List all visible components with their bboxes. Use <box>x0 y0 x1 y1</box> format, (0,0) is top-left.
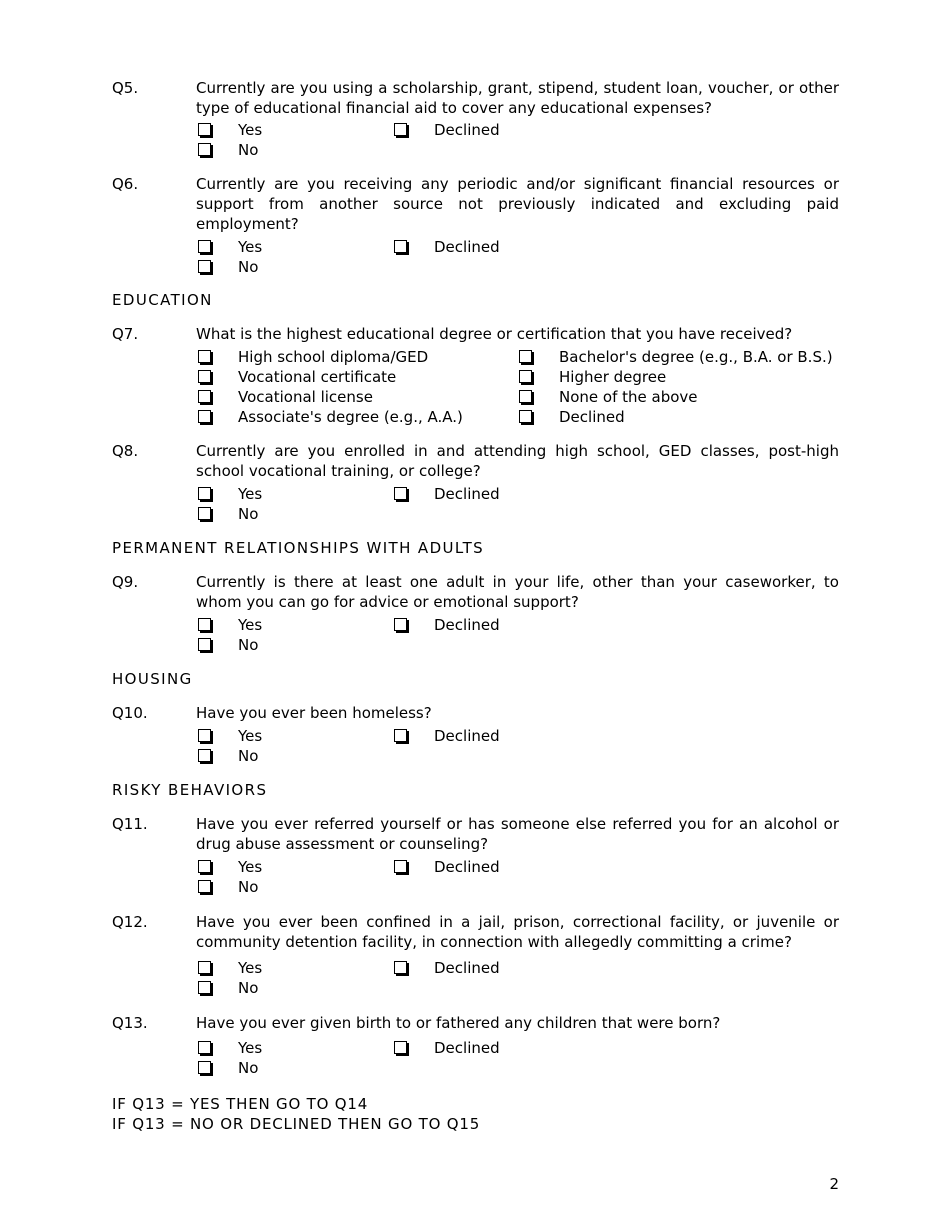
checkbox-icon[interactable] <box>198 961 211 974</box>
question-q6 <box>112 174 839 277</box>
checkbox-icon[interactable] <box>394 729 407 742</box>
answer-options <box>196 1038 839 1078</box>
questionnaire-page <box>112 78 839 1134</box>
option-bachelors[interactable] <box>517 347 833 367</box>
option-declined[interactable] <box>392 484 592 504</box>
option-label: Vocational license <box>238 388 373 406</box>
option-label: No <box>238 258 259 276</box>
option-label: Yes <box>238 616 263 634</box>
answer-options <box>196 347 839 427</box>
answer-options <box>196 857 839 897</box>
option-label: Declined <box>434 616 500 634</box>
question-number: Q5. <box>112 79 139 97</box>
question-text: What is the highest educational degree or certification that you have received? <box>196 325 793 343</box>
option-label: Declined <box>434 1039 500 1057</box>
question-number: Q12. <box>112 913 148 931</box>
checkbox-icon[interactable] <box>198 981 211 994</box>
option-label: No <box>238 636 259 654</box>
option-label: Declined <box>434 959 500 977</box>
question-number: Q6. <box>112 175 139 193</box>
option-label: Declined <box>434 238 500 256</box>
option-no[interactable] <box>196 504 392 524</box>
option-label: No <box>238 878 259 896</box>
section-heading-relationships: PERMANENT RELATIONSHIPS WITH ADULTS <box>112 539 485 557</box>
question-number: Q8. <box>112 442 139 460</box>
checkbox-icon[interactable] <box>198 729 211 742</box>
checkbox-icon[interactable] <box>394 1041 407 1054</box>
option-label: Associate's degree (e.g., A.A.) <box>238 408 463 426</box>
question-q5 <box>112 78 839 160</box>
question-text: Currently are you receiving any periodic and/or significant financial resources or support from another source not previously indicated and excluding paid employment? <box>196 175 839 233</box>
option-no[interactable] <box>196 257 392 277</box>
option-declined[interactable] <box>392 615 592 635</box>
checkbox-icon[interactable] <box>198 143 211 156</box>
option-higher-degree[interactable] <box>517 367 817 387</box>
option-yes[interactable] <box>196 726 392 746</box>
option-label: No <box>238 979 259 997</box>
option-yes[interactable] <box>196 958 392 978</box>
option-label: Yes <box>238 485 263 503</box>
option-yes[interactable] <box>196 484 392 504</box>
option-declined[interactable] <box>392 120 592 140</box>
question-q8 <box>112 441 839 524</box>
option-no[interactable] <box>196 140 392 160</box>
page-number: 2 <box>829 1175 839 1193</box>
checkbox-icon[interactable] <box>394 860 407 873</box>
option-none[interactable] <box>517 387 817 407</box>
option-declined[interactable] <box>392 726 592 746</box>
answer-options <box>196 958 839 998</box>
question-q10 <box>112 703 839 766</box>
question-number: Q11. <box>112 815 148 833</box>
question-text: Currently are you enrolled in and attending high school, GED classes, post-high school vocational training, or college? <box>196 442 839 480</box>
checkbox-icon[interactable] <box>198 638 211 651</box>
option-label: Yes <box>238 858 263 876</box>
option-label: Declined <box>434 485 500 503</box>
question-q12 <box>112 912 839 998</box>
option-high-school[interactable] <box>196 347 517 367</box>
option-label: Bachelor's degree (e.g., B.A. or B.S.) <box>559 348 833 366</box>
option-label: Yes <box>238 959 263 977</box>
answer-options <box>196 726 839 766</box>
checkbox-icon[interactable] <box>198 123 211 136</box>
checkbox-icon[interactable] <box>198 260 211 273</box>
option-label: Vocational certificate <box>238 368 397 386</box>
checkbox-icon[interactable] <box>198 390 211 403</box>
checkbox-icon[interactable] <box>198 618 211 631</box>
checkbox-icon[interactable] <box>394 961 407 974</box>
option-no[interactable] <box>196 877 392 897</box>
question-number: Q7. <box>112 325 139 343</box>
checkbox-icon[interactable] <box>198 350 211 363</box>
checkbox-icon[interactable] <box>519 350 532 363</box>
checkbox-icon[interactable] <box>394 240 407 253</box>
option-label: No <box>238 505 259 523</box>
option-vocational-license[interactable] <box>196 387 517 407</box>
option-label: Declined <box>434 727 500 745</box>
checkbox-icon[interactable] <box>198 240 211 253</box>
checkbox-icon[interactable] <box>394 123 407 136</box>
option-no[interactable] <box>196 746 392 766</box>
question-text: Have you ever referred yourself or has someone else referred you for an alcohol or drug abuse assessment or counseling? <box>196 815 839 853</box>
option-yes[interactable] <box>196 615 392 635</box>
checkbox-icon[interactable] <box>519 370 532 383</box>
option-declined[interactable] <box>517 407 817 427</box>
question-number: Q9. <box>112 573 139 591</box>
checkbox-icon[interactable] <box>198 880 211 893</box>
option-declined[interactable] <box>392 1038 592 1058</box>
question-q7 <box>112 324 839 427</box>
option-yes[interactable] <box>196 237 392 257</box>
question-text: Have you ever given birth to or fathered any children that were born? <box>196 1014 721 1032</box>
checkbox-icon[interactable] <box>198 487 211 500</box>
checkbox-icon[interactable] <box>519 410 532 423</box>
option-label: None of the above <box>559 388 698 406</box>
option-declined[interactable] <box>392 958 592 978</box>
question-q13 <box>112 1013 839 1078</box>
option-yes[interactable] <box>196 857 392 877</box>
checkbox-icon[interactable] <box>394 618 407 631</box>
checkbox-icon[interactable] <box>198 749 211 762</box>
option-label: Yes <box>238 1039 263 1057</box>
option-label: Declined <box>559 408 625 426</box>
option-associates[interactable] <box>196 407 517 427</box>
option-label: Higher degree <box>559 368 667 386</box>
checkbox-icon[interactable] <box>198 860 211 873</box>
question-number: Q10. <box>112 704 148 722</box>
option-label: No <box>238 141 259 159</box>
answer-options <box>196 484 839 524</box>
answer-options <box>196 120 839 160</box>
question-text: Currently is there at least one adult in your life, other than your caseworker, to whom you can go for advice or emotional support? <box>196 573 839 611</box>
answer-options <box>196 615 839 655</box>
section-heading-education: EDUCATION <box>112 291 213 309</box>
skip-instruction-yes: IF Q13 = YES THEN GO TO Q14 <box>112 1095 369 1113</box>
option-no[interactable] <box>196 635 392 655</box>
option-label: Declined <box>434 121 500 139</box>
option-label: No <box>238 1059 259 1077</box>
option-yes[interactable] <box>196 1038 392 1058</box>
option-label: Yes <box>238 121 263 139</box>
option-declined[interactable] <box>392 237 592 257</box>
option-no[interactable] <box>196 978 392 998</box>
question-q9 <box>112 572 839 655</box>
option-declined[interactable] <box>392 857 592 877</box>
question-text: Currently are you using a scholarship, grant, stipend, student loan, voucher, or other type of educational financial aid to cover any educational expenses? <box>196 79 839 117</box>
option-label: Declined <box>434 858 500 876</box>
option-no[interactable] <box>196 1058 392 1078</box>
skip-instructions <box>112 1094 839 1134</box>
checkbox-icon[interactable] <box>519 390 532 403</box>
option-label: Yes <box>238 238 263 256</box>
option-yes[interactable] <box>196 120 392 140</box>
section-heading-housing: HOUSING <box>112 670 193 688</box>
checkbox-icon[interactable] <box>198 1041 211 1054</box>
checkbox-icon[interactable] <box>198 1061 211 1074</box>
option-label: High school diploma/GED <box>238 348 429 366</box>
checkbox-icon[interactable] <box>198 507 211 520</box>
checkbox-icon[interactable] <box>198 370 211 383</box>
question-text: Have you ever been confined in a jail, prison, correctional facility, or juvenile or community detention facility, in connection with allegedly committing a crime? <box>196 913 839 951</box>
question-number: Q13. <box>112 1014 148 1032</box>
skip-instruction-no: IF Q13 = NO OR DECLINED THEN GO TO Q15 <box>112 1115 481 1133</box>
checkbox-icon[interactable] <box>198 410 211 423</box>
checkbox-icon[interactable] <box>394 487 407 500</box>
answer-options <box>196 237 839 277</box>
option-vocational-certificate[interactable] <box>196 367 517 387</box>
option-label: Yes <box>238 727 263 745</box>
question-q11 <box>112 814 839 897</box>
section-heading-risky-behaviors: RISKY BEHAVIORS <box>112 781 268 799</box>
option-label: No <box>238 747 259 765</box>
question-text: Have you ever been homeless? <box>196 704 432 722</box>
